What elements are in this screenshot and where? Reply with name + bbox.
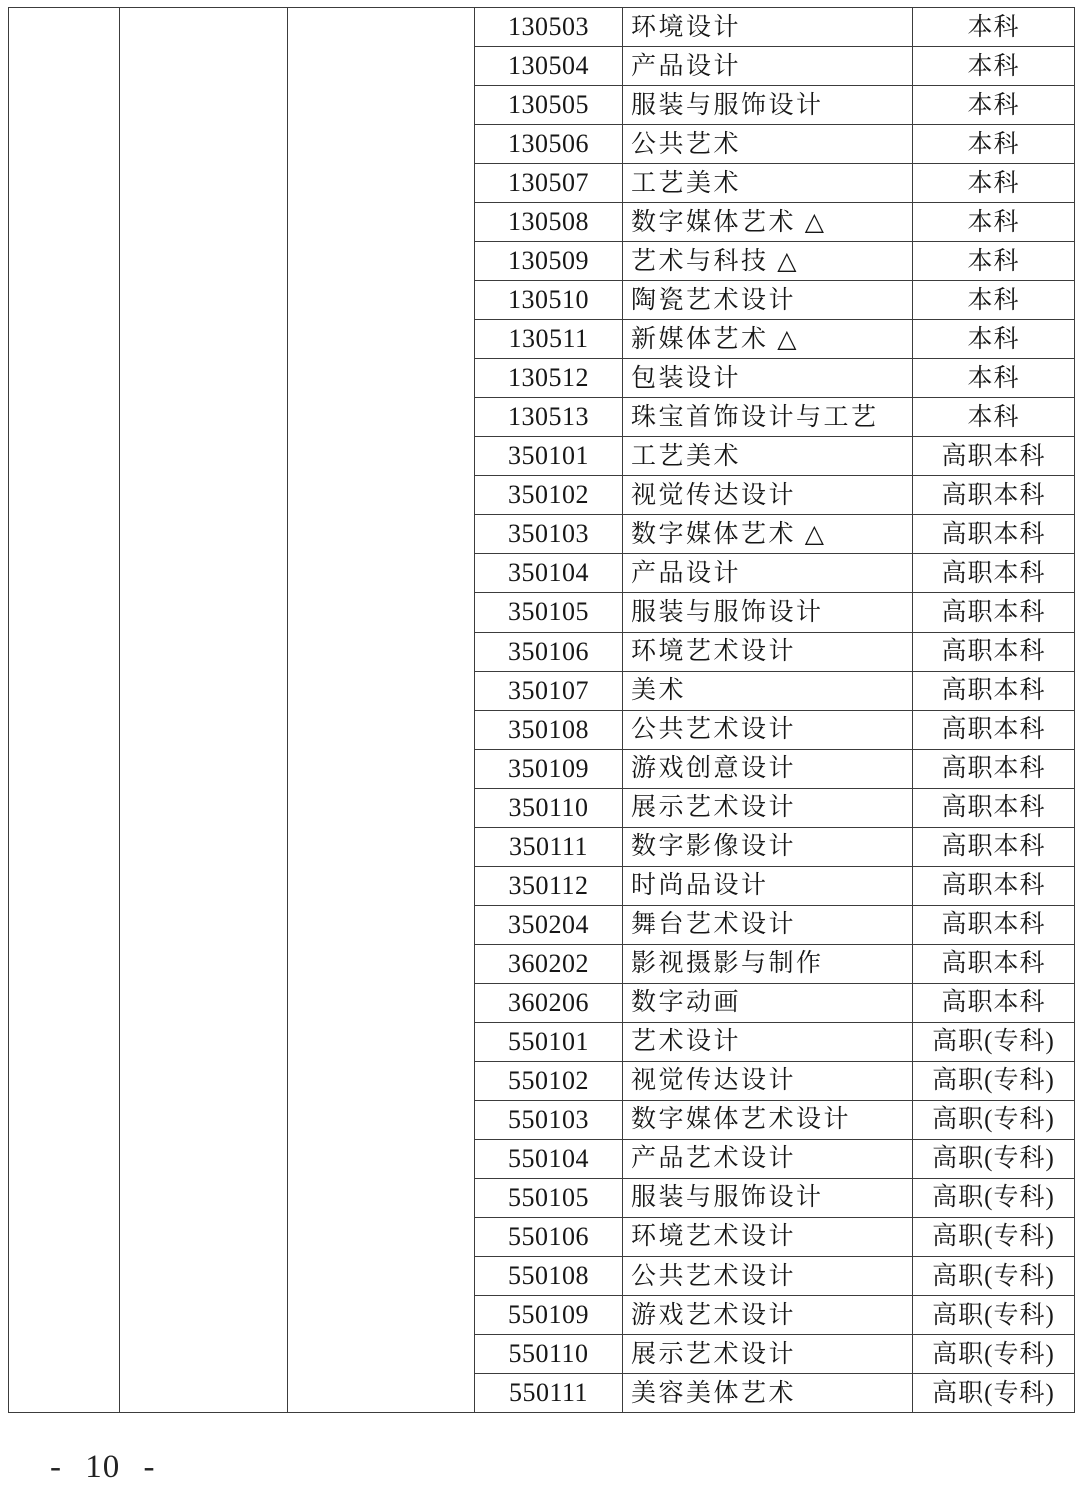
table-row — [475, 1335, 1074, 1374]
major-code: 350108 — [475, 711, 623, 749]
education-level: 高职本科 — [941, 911, 1046, 939]
table-row — [475, 359, 1074, 398]
table-row — [475, 125, 1074, 164]
education-level: 高职(专科) — [932, 1379, 1055, 1407]
major-name: 视觉传达设计 — [623, 1062, 913, 1100]
education-level: 高职(专科) — [932, 1223, 1055, 1251]
table-row — [475, 672, 1074, 711]
education-level: 本科 — [967, 130, 1020, 158]
table-row — [475, 750, 1074, 789]
major-name: 工艺美术 — [623, 164, 913, 202]
education-level: 高职本科 — [941, 481, 1046, 509]
education-level: 高职本科 — [941, 677, 1046, 705]
table-rows — [475, 8, 1074, 1412]
education-level: 本科 — [967, 364, 1020, 392]
table-row — [475, 593, 1074, 632]
education-level: 本科 — [967, 403, 1020, 431]
table-empty-column-2 — [120, 8, 288, 1412]
major-code: 550104 — [475, 1140, 623, 1178]
education-level: 高职本科 — [941, 520, 1046, 548]
major-name: 服装与服饰设计 — [623, 86, 913, 124]
education-level: 高职本科 — [941, 950, 1046, 978]
major-code: 350103 — [475, 515, 623, 553]
table-empty-column-3 — [288, 8, 475, 1412]
education-level: 高职本科 — [941, 559, 1046, 587]
major-name: 珠宝首饰设计与工艺 — [623, 398, 913, 436]
major-code: 130511 — [475, 320, 623, 358]
major-code: 550103 — [475, 1101, 623, 1139]
major-name: 公共艺术 — [623, 125, 913, 163]
education-level: 高职(专科) — [932, 1106, 1055, 1134]
major-code: 350102 — [475, 476, 623, 514]
table-row — [475, 242, 1074, 281]
major-name: 数字影像设计 — [623, 828, 913, 866]
major-name: 数字动画 — [623, 984, 913, 1022]
major-name: 产品艺术设计 — [623, 1140, 913, 1178]
table-row — [475, 515, 1074, 554]
table-row — [475, 1179, 1074, 1218]
major-code: 350110 — [475, 789, 623, 827]
education-level: 高职(专科) — [932, 1067, 1055, 1095]
major-code: 360206 — [475, 984, 623, 1022]
major-name: 展示艺术设计 — [623, 789, 913, 827]
education-level: 高职(专科) — [932, 1028, 1055, 1056]
major-code: 350107 — [475, 672, 623, 710]
major-code: 130512 — [475, 359, 623, 397]
major-code: 550111 — [475, 1374, 623, 1412]
table-row — [475, 1257, 1074, 1296]
major-code: 360202 — [475, 945, 623, 983]
major-code: 350109 — [475, 750, 623, 788]
major-name: 艺术与科技 △ — [623, 242, 913, 280]
major-name: 环境艺术设计 — [623, 1218, 913, 1256]
table-row — [475, 984, 1074, 1023]
table-row — [475, 1218, 1074, 1257]
education-level: 高职(专科) — [932, 1184, 1055, 1212]
education-level: 本科 — [967, 208, 1020, 236]
education-level: 本科 — [967, 286, 1020, 314]
major-name: 美术 — [623, 672, 913, 710]
education-level: 本科 — [967, 13, 1020, 41]
table-row — [475, 1023, 1074, 1062]
major-code: 130504 — [475, 47, 623, 85]
table-row — [475, 1101, 1074, 1140]
page-number: - 10 - — [50, 1449, 156, 1485]
table-row — [475, 47, 1074, 86]
major-name: 艺术设计 — [623, 1023, 913, 1061]
education-level: 高职本科 — [941, 442, 1046, 470]
major-code: 130510 — [475, 281, 623, 319]
major-name: 公共艺术设计 — [623, 1257, 913, 1295]
major-name: 数字媒体艺术 △ — [623, 515, 913, 553]
major-code: 350112 — [475, 867, 623, 905]
major-name: 视觉传达设计 — [623, 476, 913, 514]
major-code: 130503 — [475, 8, 623, 46]
major-name: 产品设计 — [623, 554, 913, 592]
major-code: 130506 — [475, 125, 623, 163]
major-name: 游戏创意设计 — [623, 750, 913, 788]
major-code: 350111 — [475, 828, 623, 866]
major-code: 550106 — [475, 1218, 623, 1256]
major-name: 新媒体艺术 △ — [623, 320, 913, 358]
major-code: 350101 — [475, 437, 623, 475]
table-row — [475, 320, 1074, 359]
education-level: 高职本科 — [941, 638, 1046, 666]
major-code: 130507 — [475, 164, 623, 202]
education-level: 高职(专科) — [932, 1262, 1055, 1290]
table-row — [475, 789, 1074, 828]
education-level: 本科 — [967, 91, 1020, 119]
major-name: 工艺美术 — [623, 437, 913, 475]
table-row — [475, 633, 1074, 672]
table-row — [475, 711, 1074, 750]
major-name: 产品设计 — [623, 47, 913, 85]
major-name: 影视摄影与制作 — [623, 945, 913, 983]
table-row — [475, 1140, 1074, 1179]
major-code: 350105 — [475, 593, 623, 631]
major-code: 350204 — [475, 906, 623, 944]
education-level: 高职(专科) — [932, 1301, 1055, 1329]
table-empty-column-1 — [9, 8, 120, 1412]
table-row — [475, 906, 1074, 945]
education-level: 高职本科 — [941, 716, 1046, 744]
majors-table — [8, 7, 1075, 1413]
table-row — [475, 1296, 1074, 1335]
major-code: 130508 — [475, 203, 623, 241]
major-name: 环境设计 — [623, 8, 913, 46]
education-level: 高职本科 — [941, 755, 1046, 783]
table-row — [475, 476, 1074, 515]
table-row — [475, 867, 1074, 906]
table-row — [475, 398, 1074, 437]
table-row — [475, 1062, 1074, 1101]
education-level: 本科 — [967, 325, 1020, 353]
major-code: 550102 — [475, 1062, 623, 1100]
education-level: 高职本科 — [941, 794, 1046, 822]
table-row — [475, 86, 1074, 125]
education-level: 本科 — [967, 247, 1020, 275]
table-row — [475, 164, 1074, 203]
education-level: 本科 — [967, 52, 1020, 80]
table-row — [475, 281, 1074, 320]
major-name: 数字媒体艺术设计 — [623, 1101, 913, 1139]
major-code: 350106 — [475, 633, 623, 671]
major-name: 展示艺术设计 — [623, 1335, 913, 1373]
major-name: 包装设计 — [623, 359, 913, 397]
major-name: 舞台艺术设计 — [623, 906, 913, 944]
major-code: 550109 — [475, 1296, 623, 1334]
major-name: 环境艺术设计 — [623, 633, 913, 671]
table-row — [475, 437, 1074, 476]
major-code: 550105 — [475, 1179, 623, 1217]
major-code: 550101 — [475, 1023, 623, 1061]
table-row — [475, 554, 1074, 593]
major-name: 服装与服饰设计 — [623, 593, 913, 631]
major-code: 130509 — [475, 242, 623, 280]
education-level: 高职本科 — [941, 989, 1046, 1017]
education-level: 高职本科 — [941, 872, 1046, 900]
table-row — [475, 203, 1074, 242]
major-code: 350104 — [475, 554, 623, 592]
education-level: 高职本科 — [941, 833, 1046, 861]
table-row — [475, 828, 1074, 867]
major-name: 公共艺术设计 — [623, 711, 913, 749]
major-name: 时尚品设计 — [623, 867, 913, 905]
education-level: 高职本科 — [941, 598, 1046, 626]
table-row — [475, 1374, 1074, 1412]
major-name: 陶瓷艺术设计 — [623, 281, 913, 319]
education-level: 本科 — [967, 169, 1020, 197]
table-row — [475, 8, 1074, 47]
major-name: 数字媒体艺术 △ — [623, 203, 913, 241]
major-code: 130513 — [475, 398, 623, 436]
major-code: 550110 — [475, 1335, 623, 1373]
education-level: 高职(专科) — [932, 1340, 1055, 1368]
major-code: 550108 — [475, 1257, 623, 1295]
major-code: 130505 — [475, 86, 623, 124]
major-name: 美容美体艺术 — [623, 1374, 913, 1412]
table-row — [475, 945, 1074, 984]
education-level: 高职(专科) — [932, 1145, 1055, 1173]
major-name: 游戏艺术设计 — [623, 1296, 913, 1334]
major-name: 服装与服饰设计 — [623, 1179, 913, 1217]
